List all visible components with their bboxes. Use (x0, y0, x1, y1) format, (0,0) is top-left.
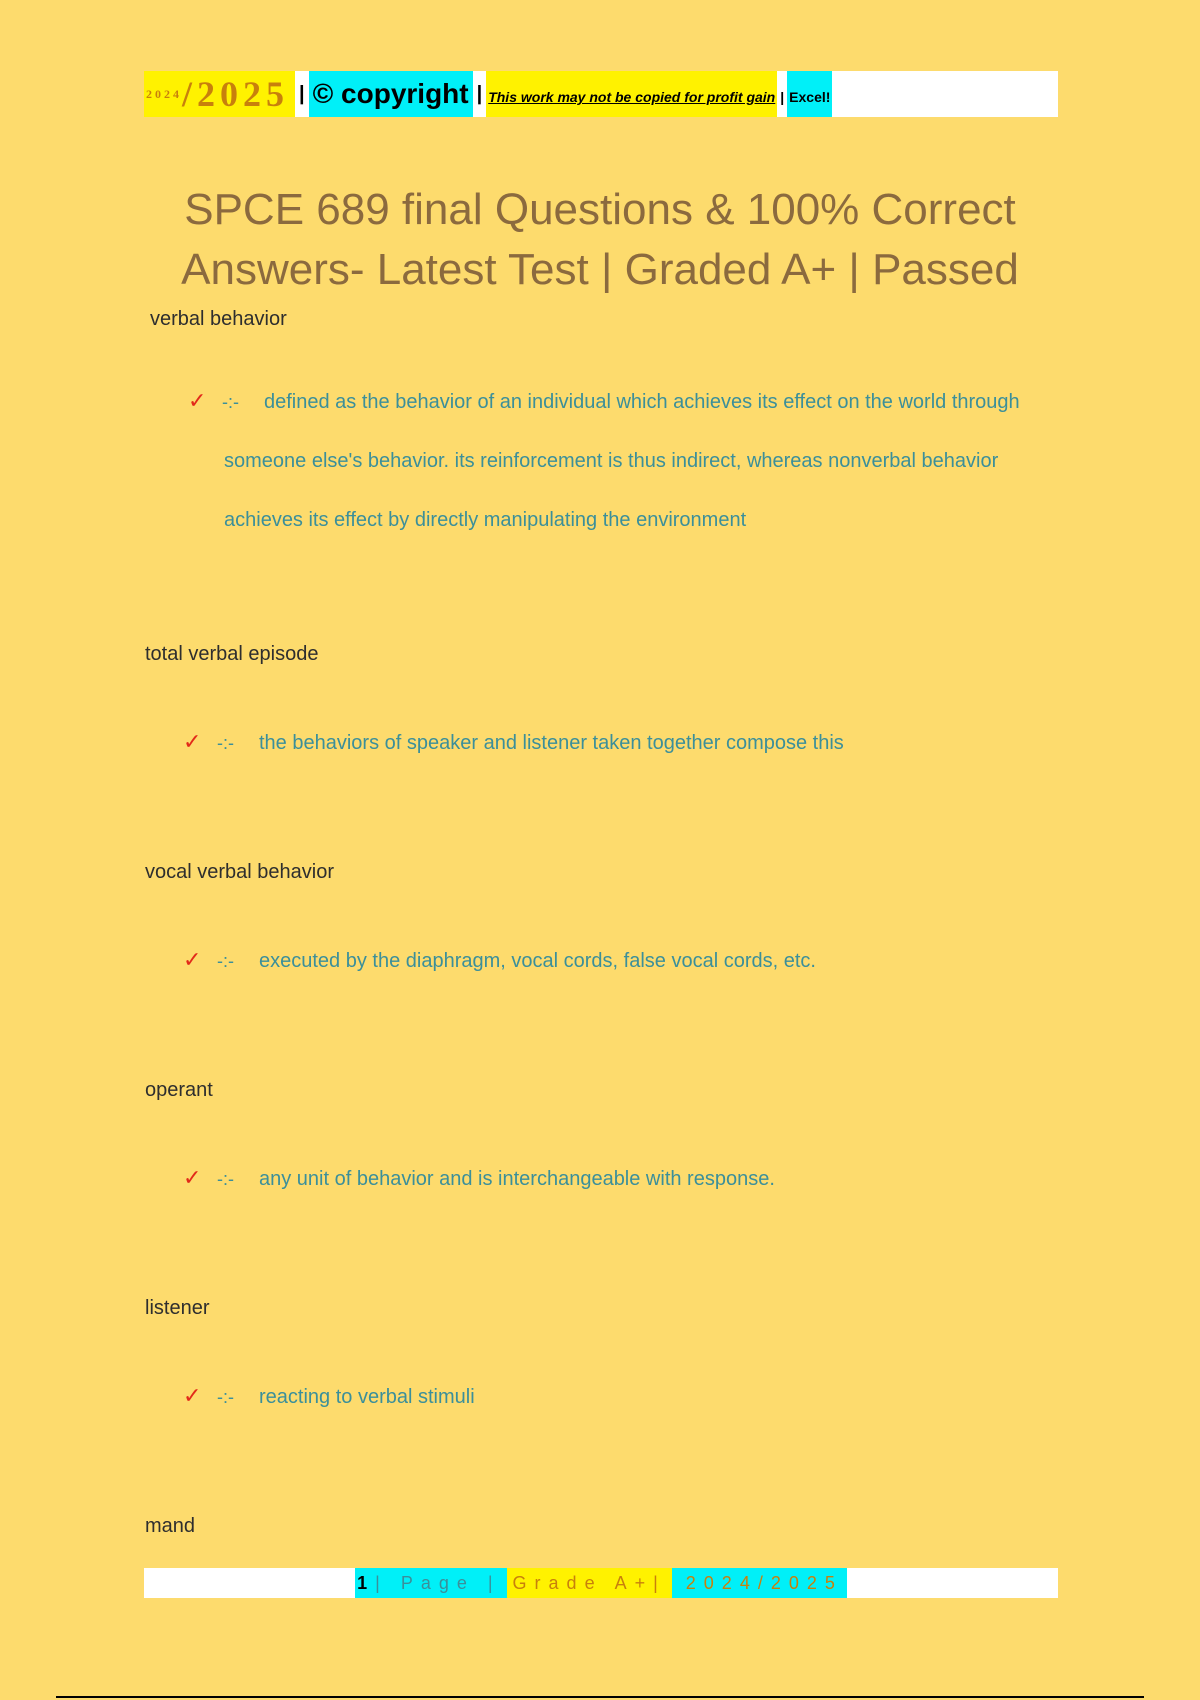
checkmark-icon: ✓ (188, 388, 207, 413)
qa-item (145, 643, 1045, 773)
footer-grade: Grade A+| (507, 1568, 672, 1598)
term: vocal verbal behavior (145, 861, 334, 883)
header-banner (144, 71, 1058, 117)
qa-item (150, 308, 1050, 550)
title-line-1: SPCE 689 final Questions & 100% Correct (184, 185, 1016, 234)
qa-item (145, 1079, 1045, 1209)
answer (150, 373, 1050, 550)
answer-marker: -:- (222, 392, 239, 412)
page-bottom-rule (56, 1696, 1144, 1698)
answer-text: the behaviors of speaker and listener taken together compose this (259, 732, 844, 754)
footer-banner (144, 1568, 1058, 1598)
footer-year: 2024/2025 (672, 1568, 847, 1598)
answer-marker: -:- (217, 951, 234, 971)
page-label: | Page | (369, 1568, 506, 1598)
checkmark-icon: ✓ (183, 729, 202, 754)
term: mand (145, 1515, 196, 1537)
answer-text: reacting to verbal stimuli (259, 1386, 475, 1408)
answer-text: any unit of behavior and is interchangeable with response. (259, 1168, 775, 1190)
checkmark-icon: ✓ (183, 947, 202, 972)
term: listener (145, 1297, 210, 1319)
page-number: 1 (355, 1568, 369, 1598)
header-notice: This work may not be copied for profit gain (486, 71, 777, 117)
term: operant (145, 1079, 213, 1101)
answer-marker: -:- (217, 733, 234, 753)
title-line-2: Answers- Latest Test | Graded A+ | Passed (181, 245, 1019, 294)
header-copyright: © copyright (309, 71, 473, 117)
term: total verbal episode (145, 643, 319, 665)
answer (145, 1150, 1045, 1209)
answer-marker: -:- (217, 1169, 234, 1189)
header-separator: | (299, 82, 305, 105)
qa-item (145, 861, 1045, 991)
answer (145, 1368, 1045, 1427)
document-title (120, 180, 1080, 300)
checkmark-icon: ✓ (183, 1165, 202, 1190)
answer (145, 714, 1045, 773)
term: verbal behavior (150, 308, 287, 330)
answer (145, 932, 1045, 991)
qa-item (145, 1515, 1045, 1538)
answer-text: defined as the behavior of an individual which achieves its effect on the world through someone else's behavior. its reinforcement is thus indirect, whereas nonverbal behavior achieves its effect by directly manipulating the environment (224, 391, 1020, 531)
checkmark-icon: ✓ (183, 1383, 202, 1408)
header-separator: | (780, 89, 785, 105)
header-year-big: /2025 (182, 74, 290, 114)
header-excel: Excel! (787, 71, 832, 117)
header-separator: | (476, 82, 483, 105)
answer-marker: -:- (217, 1387, 234, 1407)
header-year-small: 2024 (146, 86, 182, 101)
qa-item (145, 1297, 1045, 1427)
answer-text: executed by the diaphragm, vocal cords, false vocal cords, etc. (259, 950, 816, 972)
header-year (144, 71, 295, 117)
